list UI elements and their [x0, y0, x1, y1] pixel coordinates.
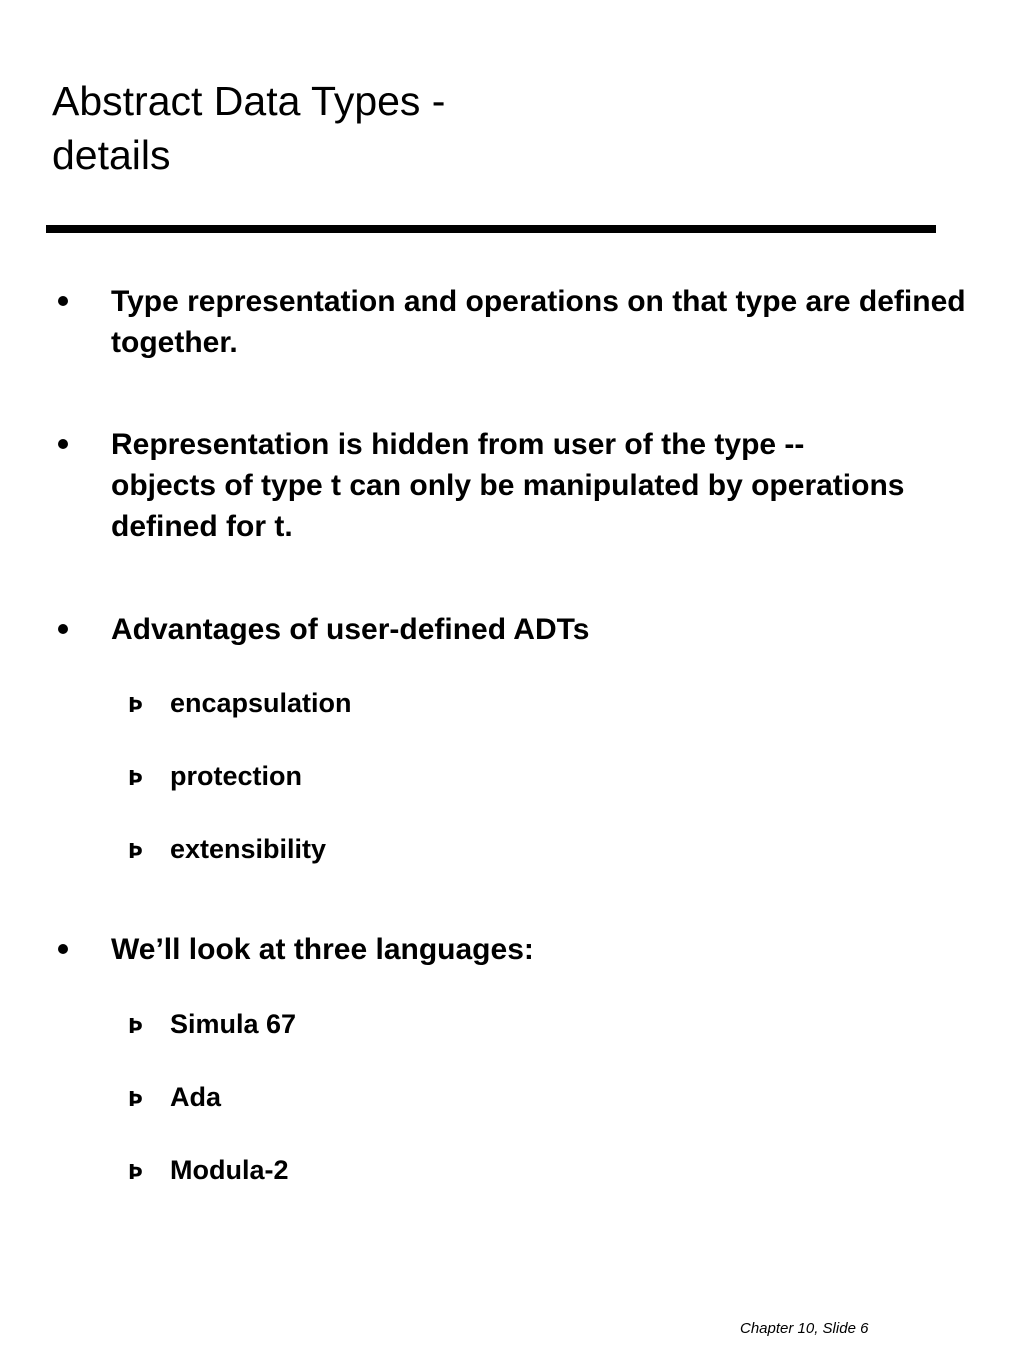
bullet-item [58, 929, 971, 970]
bullet-item [58, 281, 971, 363]
sub-bullet-arrow-icon: Þ [128, 839, 143, 863]
bullet-dot-icon [58, 624, 68, 634]
sub-item-text: Modula-2 [170, 1155, 289, 1185]
sub-item [128, 759, 302, 793]
sub-bullet-arrow-icon: Þ [128, 766, 143, 790]
bullet-text: Representation is hidden from user of the type -- objects of type t can only be manipulated by operations defined for t. [111, 428, 905, 543]
bullet-text: Advantages of user-defined ADTs [111, 613, 590, 646]
sub-item [128, 832, 326, 866]
bullet-dot-icon [58, 944, 68, 954]
sub-item-text: protection [170, 761, 302, 791]
bullet-dot-icon [58, 439, 68, 449]
bullet-item [58, 609, 971, 650]
bullet-text: Type representation and operations on that type are defined together. [111, 285, 966, 359]
slide-title [52, 74, 752, 182]
sub-item-text: encapsulation [170, 688, 352, 718]
bullet-item [58, 424, 911, 547]
sub-bullet-arrow-icon: Þ [128, 693, 143, 717]
bullet-text: We’ll look at three languages: [111, 933, 534, 966]
slide-title-line-2: details [52, 132, 171, 178]
sub-item [128, 1153, 289, 1187]
sub-bullet-arrow-icon: Þ [128, 1160, 143, 1184]
sub-item [128, 686, 352, 720]
sub-item [128, 1007, 296, 1041]
slide-title-line-1: Abstract Data Types - [52, 78, 446, 124]
title-divider [46, 225, 936, 233]
slide-footer: Chapter 10, Slide 6 [740, 1320, 869, 1337]
bullet-dot-icon [58, 296, 68, 306]
sub-item-text: Simula 67 [170, 1009, 297, 1039]
sub-bullet-arrow-icon: Þ [128, 1014, 143, 1038]
sub-item [128, 1080, 221, 1114]
sub-item-text: extensibility [170, 834, 327, 864]
sub-item-text: Ada [170, 1082, 222, 1112]
sub-bullet-arrow-icon: Þ [128, 1087, 143, 1111]
